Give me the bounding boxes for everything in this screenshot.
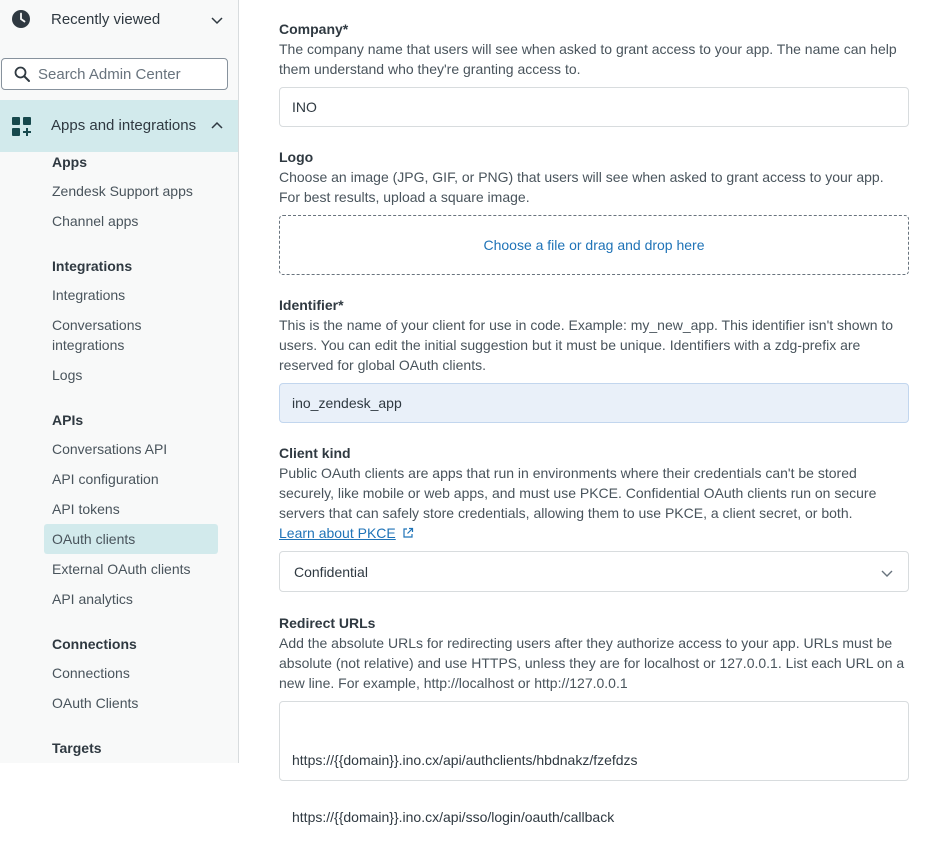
sidebar <box>0 0 239 763</box>
apps-and-integrations-label: Apps and integrations <box>51 117 197 134</box>
apps-and-integrations-toggle[interactable] <box>0 100 238 152</box>
sidebar-item-api-tokens[interactable]: API tokens <box>52 501 120 517</box>
apps-icon <box>11 116 33 138</box>
search-input[interactable] <box>38 64 222 84</box>
redirect-urls-label: Redirect URLs <box>279 615 376 631</box>
sidebar-item-api-analytics[interactable]: API analytics <box>52 591 133 607</box>
logo-dropzone[interactable]: Choose a file or drag and drop here <box>279 215 909 275</box>
sidebar-item-oauth-clients-connections[interactable]: OAuth Clients <box>52 695 139 711</box>
sidebar-item-integrations[interactable]: Integrations <box>52 287 126 303</box>
section-apis: APIs <box>52 412 84 428</box>
redirect-urls-description: Add the absolute URLs for redirecting users after they authorize access to your app. URLs must be absolute (not relative) and use HTTPS, unless they are for localhost or 127.0.0.1. List each URL on a new line. For example, http://localhost or http://127.0.0.1 <box>279 635 905 691</box>
sidebar-item-logs[interactable]: Logs <box>52 367 83 383</box>
chevron-up-icon <box>210 119 224 133</box>
section-apps: Apps <box>52 154 87 170</box>
client-kind-description-text: Public OAuth clients are apps that run in environments where their credentials can't be stored securely, like mobile or web apps, and must use PKCE. Confidential OAuth clients run on secure servers that can safely store credentials, allowing them to use PKCE, a client secret, or both. <box>279 465 877 521</box>
company-description: The company name that users will see when asked to grant access to your app. The name can help them understand who they're granting access to. <box>279 41 897 77</box>
recently-viewed-toggle[interactable] <box>0 0 238 40</box>
sidebar-item-external-oauth-clients[interactable]: External OAuth clients <box>52 561 191 577</box>
logo-label: Logo <box>279 149 314 165</box>
clock-icon <box>11 9 31 29</box>
search-icon <box>14 66 30 82</box>
identifier-input[interactable]: ino_zendesk_app <box>279 383 909 423</box>
chevron-down-icon <box>880 566 894 580</box>
sidebar-item-zendesk-support-apps[interactable]: Zendesk Support apps <box>52 183 193 199</box>
admin-search <box>1 58 228 90</box>
redirect-url-line: https://{{domain}}.ino.cx/api/authclients/hbdnakz/fzefdzs <box>292 752 638 768</box>
company-label: Company* <box>279 21 349 37</box>
section-connections: Connections <box>52 636 137 652</box>
sidebar-item-conversations-api[interactable]: Conversations API <box>52 441 168 457</box>
sidebar-item-label-line2: integrations <box>52 337 125 353</box>
sidebar-item-connections[interactable]: Connections <box>52 665 130 681</box>
client-kind-label: Client kind <box>279 445 351 461</box>
identifier-description: This is the name of your client for use in code. Example: my_new_app. This identifier isn't shown to users. You can edit the initial suggestion but it must be unique. Identifiers with a zdg-prefix are reserved for global OAuth clients. <box>279 317 894 373</box>
logo-description: Choose an image (JPG, GIF, or PNG) that users will see when asked to grant access to your app. For best results, upload a square image. <box>279 169 884 205</box>
redirect-url-line: https://{{domain}}.ino.cx/api/sso/login/oauth/callback <box>292 809 615 825</box>
sidebar-item-conversations-integrations[interactable] <box>52 315 142 355</box>
sidebar-item-channel-apps[interactable]: Channel apps <box>52 213 139 229</box>
client-kind-description <box>279 463 907 543</box>
learn-about-pkce-link[interactable]: Learn about PKCE <box>279 525 396 541</box>
oauth-client-form <box>239 0 943 825</box>
company-input[interactable]: INO <box>279 87 909 127</box>
external-link-icon <box>402 527 414 539</box>
sidebar-item-oauth-clients[interactable]: OAuth clients <box>52 531 136 547</box>
identifier-label: Identifier* <box>279 297 344 313</box>
section-integrations: Integrations <box>52 258 133 274</box>
section-targets: Targets <box>52 740 102 756</box>
sidebar-item-label-line1: Conversations <box>52 317 142 333</box>
sidebar-item-api-configuration[interactable]: API configuration <box>52 471 159 487</box>
client-kind-selected-value: Confidential <box>294 564 368 580</box>
recently-viewed-label: Recently viewed <box>51 11 161 28</box>
chevron-down-icon <box>210 13 224 27</box>
redirect-urls-textarea[interactable] <box>279 701 909 825</box>
client-kind-select[interactable] <box>279 551 909 592</box>
